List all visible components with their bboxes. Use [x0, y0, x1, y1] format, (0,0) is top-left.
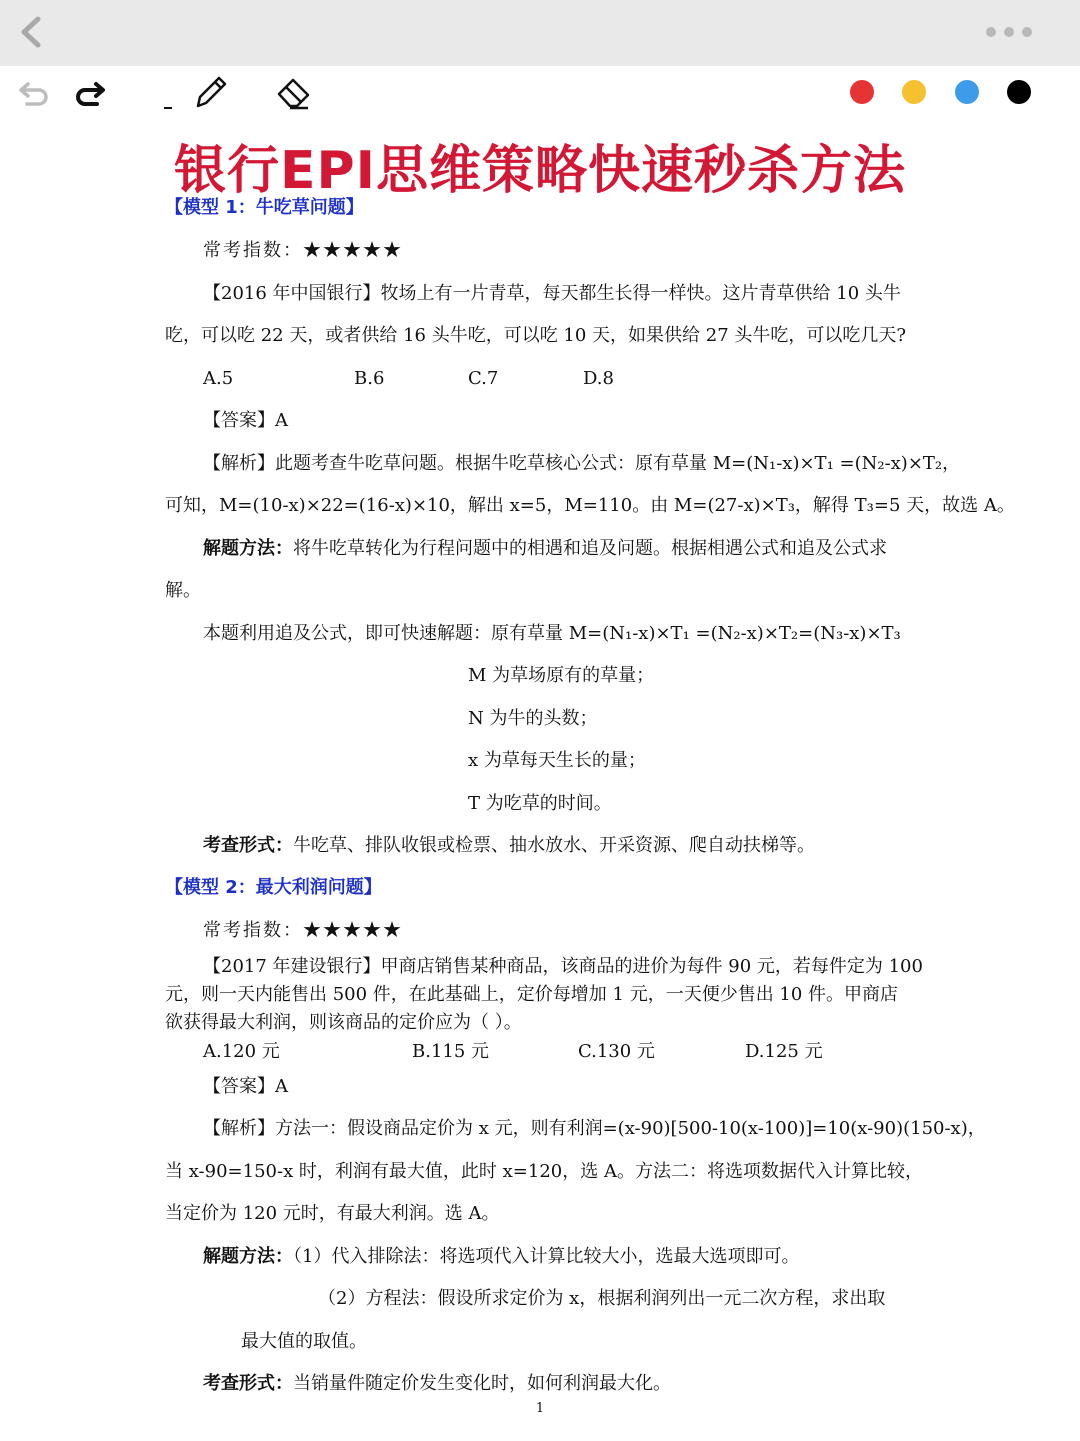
model-1-form-label: 考查形式： — [203, 835, 293, 856]
model-1-option-a: A.5 — [203, 368, 234, 389]
model-1-def-m: M 为草场原有的草量； — [468, 665, 655, 686]
model-1-formula: 本题利用追及公式，即可快速解题：原有草量 M=(N₁-x)×T₁ =(N₂-x)×T₂=(N₃-x)×T₃ — [203, 623, 901, 644]
model-1-question-line-2: 吃，可以吃 22 天，或者供给 16 头牛吃，可以吃 10 天，如果供给 27 头牛吃，可以吃几天? — [165, 325, 907, 346]
model-1-method-text-2: 解。 — [165, 580, 201, 601]
model-2-method-text-2: （2）方程法：假设所求定价为 x，根据利润列出一元二次方程，求出取 — [318, 1288, 886, 1309]
model-2-option-c: C.130 元 — [578, 1041, 655, 1062]
model-2-form-label: 考查形式： — [203, 1373, 293, 1394]
model-2-method-label: 解题方法： — [203, 1246, 293, 1267]
model-2-answer: 【答案】A — [203, 1076, 288, 1097]
model-2-option-b: B.115 元 — [412, 1041, 490, 1062]
model-1-def-n: N 为牛的头数； — [468, 708, 598, 729]
model-2-option-d: D.125 元 — [745, 1041, 823, 1062]
model-1-answer: 【答案】A — [203, 410, 288, 431]
model-2-question-line-3: 欲获得最大利润，则该商品的定价应为（ ）。 — [165, 1012, 522, 1033]
model-2-frequency: 常考指数：★★★★★ — [203, 920, 403, 941]
model-1-heading: 【模型 1：牛吃草问题】 — [165, 197, 364, 218]
model-2-method-text-3: 最大值的取值。 — [241, 1331, 367, 1352]
model-1-option-c: C.7 — [468, 368, 499, 389]
model-1-explanation-line-1: 【解析】此题考查牛吃草问题。根据牛吃草核心公式：原有草量 M=(N₁-x)×T₁ =(N₂-x)×T₂， — [203, 453, 961, 474]
color-black-swatch[interactable] — [1007, 80, 1031, 104]
model-1-option-b: B.6 — [354, 368, 385, 389]
redo-icon[interactable] — [70, 72, 110, 112]
color-red-swatch[interactable] — [850, 80, 874, 104]
model-2-explanation-line-1: 【解析】方法一：假设商品定价为 x 元，则有利润=(x-90)[500-10(x-100)]=10(x-90)(150-x)， — [203, 1118, 986, 1139]
model-1-method-label: 解题方法： — [203, 538, 293, 559]
model-2-question-line-1: 【2017 年建设银行】甲商店销售某种商品，该商品的进价为每件 90 元，若每件定为 100 — [203, 956, 923, 977]
page-title: 银行EPI思维策略快速秒杀方法 — [174, 141, 906, 201]
model-1-def-x: x 为草每天生长的量； — [468, 750, 646, 771]
model-2-explanation-line-2: 当 x-90=150-x 时，利润有最大值，此时 x=120，选 A。方法二：将选项数据代入计算比较， — [165, 1161, 923, 1182]
eraser-icon[interactable] — [274, 72, 314, 112]
model-1-form-text: 牛吃草、排队收银或检票、抽水放水、开采资源、爬自动扶梯等。 — [293, 835, 815, 856]
model-1-def-t: T 为吃草的时间。 — [468, 793, 612, 814]
more-options-icon[interactable] — [986, 27, 1032, 37]
color-blue-swatch[interactable] — [955, 80, 979, 104]
model-2-question-line-2: 元，则一天内能售出 500 件，在此基础上，定价每增加 1 元，一天便少售出 10 件。甲商店 — [165, 984, 899, 1005]
page-number: 1 — [535, 1401, 545, 1416]
model-1-form — [203, 836, 815, 856]
model-1-option-d: D.8 — [583, 368, 614, 389]
model-2-heading: 【模型 2：最大利润问题】 — [165, 877, 382, 898]
model-2-explanation-line-3: 当定价为 120 元时，有最大利润。选 A。 — [165, 1203, 500, 1224]
model-2-method — [203, 1247, 799, 1267]
model-1-question-line-1: 【2016 年中国银行】牧场上有一片青草，每天都生长得一样快。这片青草供给 10 头牛 — [203, 283, 901, 304]
top-bar — [0, 0, 1080, 66]
model-2-form — [203, 1374, 671, 1394]
model-1-method — [203, 539, 887, 559]
color-yellow-swatch[interactable] — [902, 80, 926, 104]
model-2-method-text: （1）代入排除法：将选项代入计算比较大小，选最大选项即可。 — [293, 1246, 800, 1267]
model-1-frequency: 常考指数：★★★★★ — [203, 240, 403, 261]
back-arrow-icon[interactable] — [14, 14, 50, 50]
pen-icon[interactable] — [190, 72, 230, 112]
model-1-method-text: 将牛吃草转化为行程问题中的相遇和追及问题。根据相遇公式和追及公式求 — [293, 538, 887, 559]
model-1-explanation-line-2: 可知，M=(10-x)×22=(16-x)×10，解出 x=5，M=110。由 M=(27-x)×T₃，解得 T₃=5 天，故选 A。 — [165, 495, 1015, 516]
model-2-form-text: 当销量件随定价发生变化时，如何利润最大化。 — [293, 1373, 671, 1394]
model-2-option-a: A.120 元 — [203, 1041, 280, 1062]
undo-icon[interactable] — [14, 72, 54, 112]
